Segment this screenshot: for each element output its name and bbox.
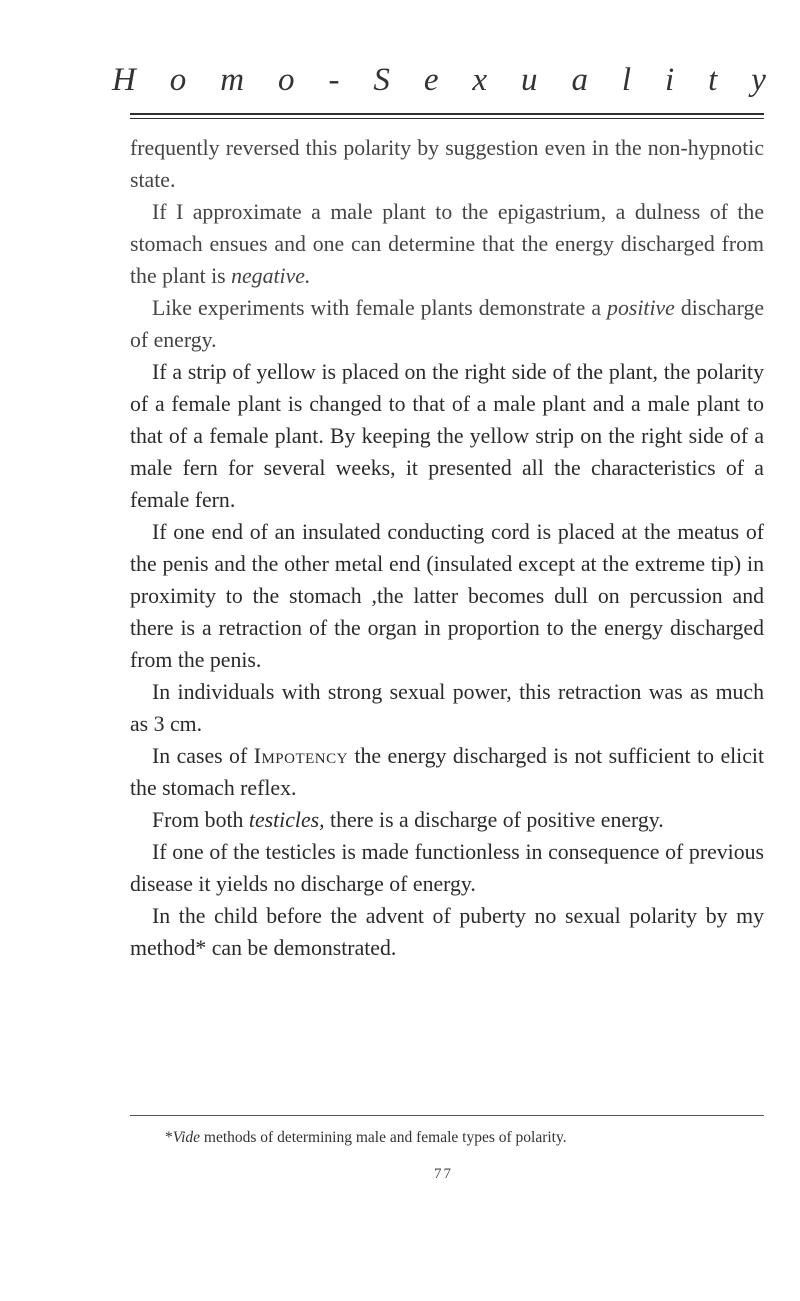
paragraph xyxy=(130,516,764,676)
paragraph-text: If one end of an insulated conducting cord is placed at the meatus of the penis and the other metal end (insulated except at the extreme tip) in proximity to the stomach ,the latter becomes dull on percussion and there is a retraction of the organ in proportion to the energy discharged from the penis. xyxy=(130,520,764,672)
header-letter: a xyxy=(571,62,588,98)
paragraph-text: there is a discharge of positive energy. xyxy=(330,808,664,832)
paragraph xyxy=(130,740,764,804)
header-letter: S xyxy=(373,62,390,98)
small-caps-text: Impotency xyxy=(253,744,348,768)
paragraph xyxy=(130,292,764,356)
paragraph-text: If one of the testicles is made functionless in consequence of previous disease it yields no discharge of energy. xyxy=(130,840,764,896)
paragraph xyxy=(130,804,764,836)
paragraph-text: discharge of energy. xyxy=(130,296,765,352)
paragraph xyxy=(130,900,764,964)
paragraph-text: Like experiments with female plants demonstrate a xyxy=(152,296,601,320)
paragraph xyxy=(130,676,764,740)
footnote-marker: * xyxy=(165,1129,173,1146)
header-rule-top xyxy=(130,113,764,115)
paragraph-text: In individuals with strong sexual power, this retraction was as much as 3 cm. xyxy=(130,680,764,736)
header-letter: x xyxy=(472,62,488,98)
paragraph-text: frequently reversed this polarity by suggestion even in the non-hypnotic state. xyxy=(130,136,764,192)
header-letter: o xyxy=(169,62,187,98)
header-letter: l xyxy=(621,62,632,98)
header-letter: u xyxy=(521,62,538,98)
header-letter: e xyxy=(423,62,439,98)
footnote-rule xyxy=(130,1115,764,1116)
paragraph-text: If I approximate a male plant to the epigastrium, a dulness of the stomach ensues and one can determine that the energy discharged from the plant is xyxy=(130,200,764,288)
paragraph xyxy=(130,196,764,292)
paragraph xyxy=(130,132,764,196)
paragraph-text: the energy discharged is not sufficient to elicit the stomach reflex. xyxy=(130,744,765,800)
emphasis-text: positive xyxy=(607,296,675,320)
footnote-emphasis: Vide xyxy=(172,1129,201,1146)
paragraph-text: If a strip of yellow is placed on the right side of the plant, the polarity of a female plant is changed to that of a male plant and a male plant to that of a female plant. By keeping the yellow strip on the right side of a male fern for several weeks, it presented all the characteristics of a female fern. xyxy=(130,360,764,512)
header-letter: H xyxy=(112,62,136,98)
footnote xyxy=(165,1129,765,1147)
page-number: 77 xyxy=(434,1166,453,1182)
paragraph-text: In cases of xyxy=(152,744,248,768)
header-letter: - xyxy=(328,62,340,98)
body-text xyxy=(130,132,764,964)
header-letter: y xyxy=(751,62,766,98)
paragraph-text: From both xyxy=(152,808,244,832)
paragraph-text: In the child before the advent of puberty no sexual polarity by my method* can be demonstrated. xyxy=(130,904,764,960)
emphasis-text: testicles, xyxy=(248,808,325,832)
running-header xyxy=(112,62,766,106)
paragraph xyxy=(130,356,764,516)
footnote-text: methods of determining male and female types of polarity. xyxy=(203,1129,567,1146)
header-letter: m xyxy=(220,62,245,98)
paragraph xyxy=(130,836,764,900)
header-letter: o xyxy=(278,62,295,98)
header-letter: i xyxy=(664,62,675,98)
emphasis-text: negative. xyxy=(231,264,311,288)
header-letter: t xyxy=(708,62,718,98)
header-rule-bottom xyxy=(130,118,764,119)
